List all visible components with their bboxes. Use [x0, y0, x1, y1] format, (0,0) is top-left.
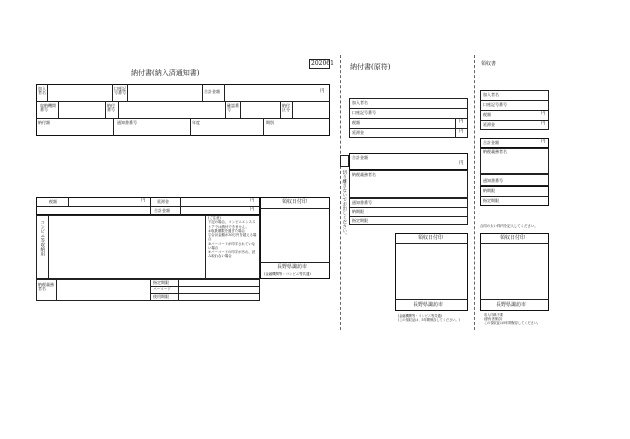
right-tax-yen: 円: [541, 111, 546, 116]
middle-account-label: 口座記号番号: [352, 110, 376, 115]
middle-title: 納付書(原符): [350, 63, 391, 71]
convenience-notes: (ご注意) 下記の場合、コンビニエンスストアでは納付できません。 ①取扱期限を過ぎた場合 ②合計金額が30万円を超える場合 ③バーコードが印字されていない場合 ④バーコードの印字が汚れ、読み取れない場合: [208, 216, 257, 259]
confirm-no-label: 確認番号: [227, 103, 239, 112]
right-receipt-stamp-label: 領収日付印: [500, 235, 526, 241]
right-issuer: 長野県諏訪市: [496, 302, 527, 308]
cut-notice-box: [340, 155, 349, 167]
year-label: 年度: [192, 120, 200, 125]
middle-deadline-label: 指定期限: [352, 218, 368, 223]
right-note: 合同の太い枠内を記入してください。: [480, 224, 538, 228]
total-yen: 円: [320, 89, 325, 94]
convenience-label: コンビニ等収納用: [39, 220, 45, 256]
middle-total-label: 合計金額: [352, 155, 368, 160]
payer-box: [36, 279, 260, 301]
left-issuer: 長野県諏訪市: [277, 264, 308, 270]
right-subscriber-label: 加入者名: [483, 92, 499, 97]
use-deadline-label: 使用期限: [153, 294, 169, 299]
payee-label: 納付額: [38, 120, 50, 125]
right-tax-label: 税額: [483, 112, 491, 117]
middle-late-fee-yen: 円: [459, 129, 464, 134]
middle-tax-yen: 円: [459, 119, 464, 124]
middle-notice-no-label: 通知書番号: [352, 200, 372, 205]
late-fee-yen: 円: [250, 198, 255, 203]
right-total-label: 合計金額: [483, 140, 499, 145]
form-code: 202061: [311, 60, 334, 67]
middle-total-yen: 円: [459, 161, 464, 166]
left-total-label: 合計金額: [154, 208, 170, 213]
payment-no-label: 納付番号: [107, 103, 115, 112]
right-payment-period-label: 納期限: [483, 188, 495, 193]
right-deadline-label: 指定期限: [483, 198, 499, 203]
tax-yen: 円: [141, 198, 146, 203]
period-label: 期別: [266, 120, 274, 125]
left-receipt-stamp-label: 領収日付印: [282, 199, 308, 205]
subscriber-label: 加入者名: [38, 86, 46, 95]
notice-no-label: 通知書番号: [117, 120, 137, 125]
right-late-fee-yen: 円: [541, 121, 546, 126]
deadline-label: 指定期限: [153, 280, 169, 285]
tax-label: 税額: [49, 199, 57, 204]
total-label: 合計金額: [204, 89, 220, 94]
middle-payer-label: 納税義務者名: [352, 172, 376, 177]
right-late-fee-label: 延滞金: [483, 122, 495, 127]
right-total-yen: 円: [541, 139, 546, 144]
middle-footnote: (金融機関等・コンビニ等共通) (この領収証は、5年間保存してください。): [398, 314, 460, 323]
late-fee-label: 延滞金: [157, 199, 169, 204]
bank-code-label: 収納機関番号: [40, 103, 56, 112]
barcode-label: バーコード: [153, 287, 171, 291]
cut-notice-text: 切り離さないでお出しください。: [341, 170, 347, 238]
payment-cat-label: 納付区分: [282, 103, 290, 112]
cut-line-2: [474, 55, 475, 330]
payer-label: 納税義務者名: [38, 282, 54, 291]
right-account-label: 口座記号番号: [483, 102, 507, 107]
account-label: 口座記号番号: [114, 86, 126, 95]
left-title: 納付書(納入済通知書): [131, 69, 200, 77]
middle-issuer: 長野県諏訪市: [413, 302, 444, 308]
right-payer-label: 納税義務者名: [483, 149, 507, 154]
middle-payment-period-label: 納期限: [352, 209, 364, 214]
right-footnote: 収入印紙不要 (納付者保存) この領収証は5年間保存してください。: [484, 313, 541, 326]
right-title: 領収書: [481, 61, 497, 67]
middle-late-fee-label: 延滞金: [352, 130, 364, 135]
right-notice-no-label: 通知書番号: [483, 178, 503, 183]
left-footnote: (金融機関等・コンビニ等共通): [264, 272, 311, 276]
middle-receipt-stamp-label: 領収日付印: [418, 235, 444, 241]
middle-subscriber-label: 加入者名: [352, 100, 368, 105]
middle-tax-label: 税額: [352, 120, 360, 125]
left-total-yen: 円: [250, 207, 255, 212]
